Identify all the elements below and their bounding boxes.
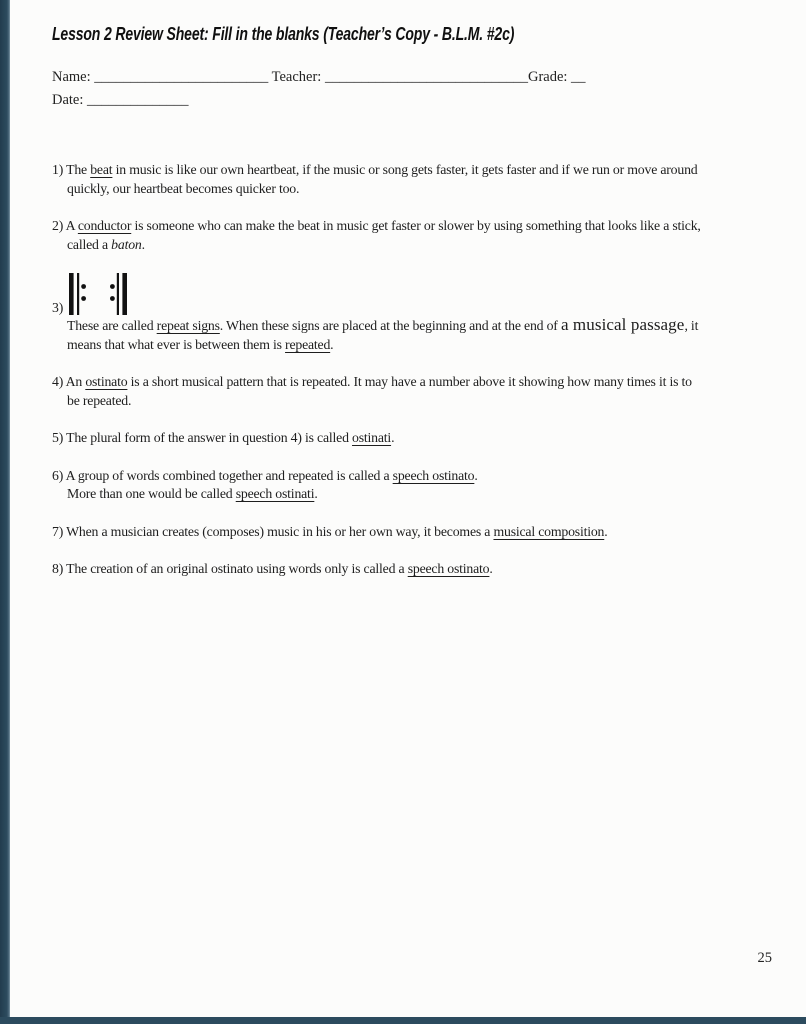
text-segment: is a short musical pattern that is repeated. It may have a number above it showing how many times it is to [127,374,692,389]
text-segment: ostinati [352,430,392,445]
question-item [52,273,790,354]
text-segment: means that what ever is between them is [67,336,286,352]
text-segment: in music is like our own heartbeat, if the music or song gets faster, it gets faster and if we run or move around [112,162,698,177]
question-text [52,373,790,410]
question-item [52,161,790,198]
page-content [52,24,790,598]
text-segment: . [489,561,493,576]
teacher-field-label: Teacher: [268,69,325,85]
text-segment: An [65,374,86,389]
text-segment: A group of words combined together and repeated is called a [65,467,393,483]
question-item [52,560,790,579]
text-segment: When a musician creates (composes) music in his or her own way, it becomes a [66,523,494,539]
question-text [52,161,790,198]
text-segment: beat [90,162,113,177]
question-number: 2) [52,218,66,233]
teacher-field-blank: ____________________________ [324,69,528,85]
date-field-blank: ______________ [87,92,189,108]
question-number: 1) [52,162,67,177]
text-segment: called a [67,236,112,252]
question-item [52,523,790,542]
text-segment: speech ostinato [407,561,490,576]
question-number: 8) [52,561,67,576]
name-field-blank: ________________________ [94,69,269,85]
text-segment: musical composition [493,523,605,539]
text-segment: conductor [77,218,132,233]
date-field-label: Date: [52,92,88,108]
question-item [52,217,790,254]
question-number: 3) [52,300,64,315]
begin-repeat-sign-icon [69,273,86,315]
question-text [52,429,790,448]
repeat-signs-icon [69,273,127,315]
question-number: 4) [52,374,66,389]
question-number: 5) [52,430,67,445]
text-segment: More than one would be called [67,486,236,501]
date-line [52,89,790,112]
text-segment: speech ostinati [235,486,315,501]
text-segment: baton [111,236,142,252]
text-segment: speech ostinato [392,467,475,483]
grade-field-blank: __ [571,69,586,85]
text-segment: is someone who can make the beat in music get faster or slower by using something that looks like a stick, [131,218,701,233]
text-segment: . [604,523,608,539]
page-bottom-border [0,1017,806,1024]
text-segment: be repeated. [67,392,132,408]
name-teacher-grade-line [52,66,790,89]
question-item [52,373,790,410]
text-segment: . [330,336,334,352]
question-item [52,467,790,504]
header-fields [52,66,790,112]
text-segment: A [65,218,78,233]
question-text [52,523,790,542]
text-segment: . [474,467,478,483]
repeat-signs-row [52,273,790,315]
text-segment: . [141,236,145,252]
question-text [52,467,790,504]
questions-list [52,161,790,579]
page-title: Lesson 2 Review Sheet: Fill in the blanks (Teacher’s Copy - B.L.M. #2c) [52,24,515,44]
text-segment: The plural form of the answer in question 4) is called [66,430,353,445]
question-text [52,560,790,579]
text-segment: . When these signs are placed at the beginning and at the end of [219,318,561,333]
text-segment: repeated [285,336,331,352]
text-segment: ostinato [85,374,128,389]
text-segment: The [66,162,91,177]
question-number: 6) [52,467,66,483]
name-field-label: Name: [52,69,95,85]
question-number: 7) [52,523,67,539]
end-repeat-sign-icon [110,273,127,315]
grade-field-label: Grade: [527,69,572,85]
question-text [52,217,790,254]
text-segment: These are called [67,318,157,333]
page-left-border [0,0,10,1024]
text-segment: . [314,486,318,501]
text-segment: The creation of an original ostinato using words only is called a [66,561,408,576]
page-number: 25 [757,950,772,966]
question-text [52,316,790,354]
question-item [52,429,790,448]
text-segment: quickly, our heartbeat becomes quicker too. [67,180,300,196]
text-segment: . [391,430,395,445]
text-segment: repeat signs [156,318,220,333]
text-segment: a musical passage [560,315,685,334]
text-segment: , it [684,318,699,333]
